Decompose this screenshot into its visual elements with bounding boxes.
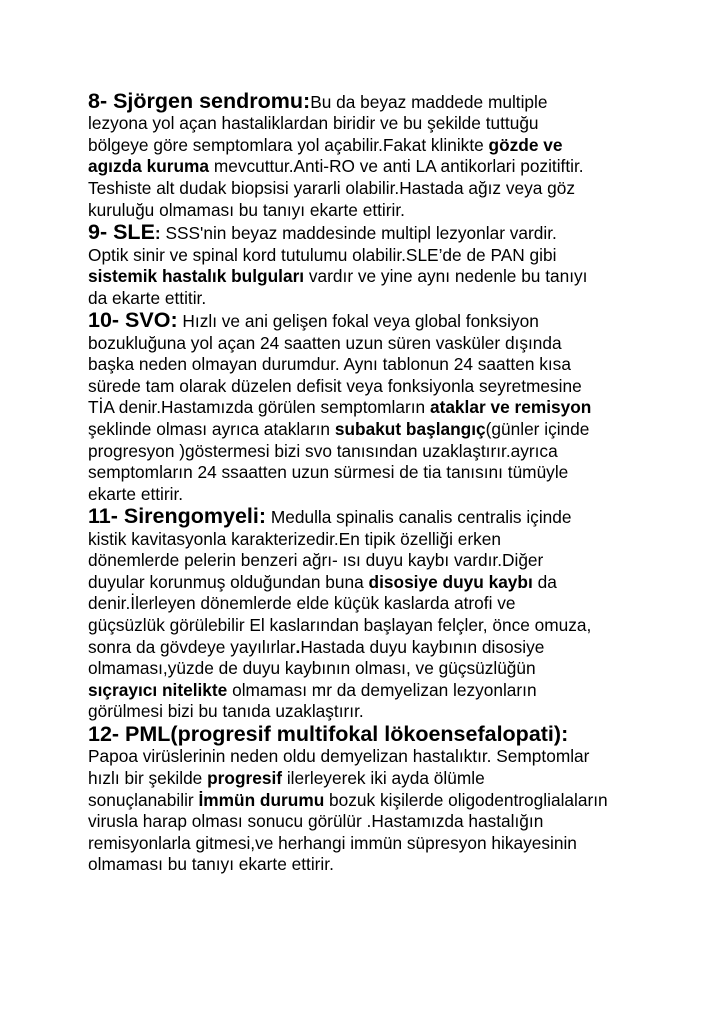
text-run: sonuçlanabilir — [88, 789, 199, 810]
bold-text: ataklar ve remisyon — [429, 397, 592, 418]
bold-text: sıçrayıcı nitelikte — [88, 679, 228, 700]
text-line — [88, 550, 668, 572]
text-line — [88, 615, 668, 637]
text-run: mevcuttur.Anti-RO ve anti LA antikorlari pozitiftir. — [209, 156, 584, 177]
text-run: lezyona yol açan hastaliklardan biridir ve bu şekilde tuttuğu — [88, 113, 539, 134]
bold-text: agızda kuruma — [88, 156, 210, 177]
text-line — [88, 354, 668, 376]
text-line — [88, 746, 668, 768]
document-page — [88, 90, 668, 876]
text-run: şeklinde olması ayrıca atakların — [88, 419, 335, 440]
text-run: görülmesi bizi bu tanıda uzaklaştırır. — [88, 701, 364, 722]
text-run: kuruluğu olmaması bu tanıyı ekarte ettirir. — [88, 199, 405, 220]
bold-text: . — [295, 636, 301, 657]
text-run: olmaması bu tanıyı ekarte ettirir. — [88, 854, 334, 875]
text-line — [88, 245, 668, 267]
text-run: da — [532, 571, 557, 592]
text-run: hızlı bir şekilde — [88, 767, 208, 788]
text-line — [88, 572, 668, 594]
text-run: Optik sinir ve spinal kord tutulumu olabilir.SLE’de de PAN gibi — [88, 244, 557, 265]
text-line — [88, 178, 668, 200]
text-line — [88, 790, 668, 812]
text-run: Hastada duyu kaybının disosiye — [300, 636, 545, 657]
text-line — [88, 701, 668, 723]
section-8 — [88, 90, 668, 221]
text-run: olmaması mr da demyelizan lezyonların — [227, 679, 537, 700]
bold-text: gözde ve — [488, 134, 563, 155]
text-line — [88, 333, 668, 355]
section-10 — [88, 309, 668, 505]
section-title: 8- Sjörgen sendromu: — [88, 89, 311, 113]
text-run: duyular korunmuş olduğundan buna — [88, 571, 369, 592]
text-run: Medulla spinalis canalis centralis içinde — [266, 507, 572, 528]
text-line — [88, 768, 668, 790]
text-run: progresyon )göstermesi bizi svo tanısından uzaklaştırır.ayrıca — [88, 440, 558, 461]
text-line — [88, 529, 668, 551]
text-run: bozuk kişilerde oligodentroglialaların — [324, 789, 608, 810]
section-title: 11- Sirengomyeli: — [88, 504, 267, 529]
bold-text: disosiye duyu kaybı — [368, 571, 533, 592]
text-run: güçsüzlük görülebilir El kaslarından başlayan felçler, önce omuza, — [88, 615, 592, 636]
text-line — [88, 462, 668, 484]
bold-text: İmmün durumu — [198, 789, 325, 810]
text-run: Teshiste alt dudak biopsisi yararli olabilir.Hastada ağız veya göz — [88, 178, 576, 199]
text-run: TİA denir.Hastamızda görülen semptomların — [88, 397, 430, 418]
text-line — [88, 833, 668, 855]
text-run: sürede tam olarak düzelen defisit veya fonksiyonla seyretmesine — [88, 375, 582, 396]
text-line — [88, 593, 668, 615]
text-line — [88, 135, 668, 157]
bold-text: sistemik hastalık bulguları — [88, 266, 305, 287]
text-line — [88, 484, 668, 506]
text-line — [88, 266, 668, 288]
text-run: vardır ve yine aynı nedenle bu tanıyı — [304, 266, 588, 287]
text-run: dönemlerde pelerin benzeri ağrı- ısı duyu kaybı vardır.Diğer — [88, 550, 544, 571]
section-title: 12- PML(progresif multifokal lökoensefalopati): — [88, 722, 569, 747]
text-line — [88, 200, 668, 222]
text-run: olmaması,yüzde de duyu kaybının olması, ve güçsüzlüğün — [88, 658, 536, 679]
text-run: başka neden olmayan durumdur. Aynı tablonun 24 saatten kısa — [88, 354, 571, 375]
section-9 — [88, 221, 668, 309]
text-run: sonra da gövdeye yayılırlar — [88, 636, 296, 657]
section-11 — [88, 505, 668, 723]
bold-text: progresif — [207, 767, 283, 788]
text-line — [88, 376, 668, 398]
text-run: (günler içinde — [485, 419, 590, 440]
section-heading-line — [88, 221, 668, 244]
section-heading-line — [88, 723, 668, 746]
text-line — [88, 680, 668, 702]
text-run: Bu da beyaz maddede multiple — [310, 92, 548, 112]
section-heading-line — [88, 505, 668, 528]
text-run: Papoa virüslerinin neden oldu demyelizan hastalıktır. Semptomlar — [88, 746, 590, 767]
text-run: ilerleyerek iki ayda ölümle — [282, 767, 485, 788]
section-heading-line — [88, 90, 668, 113]
text-line — [88, 288, 668, 310]
section-12 — [88, 723, 668, 876]
text-line — [88, 441, 668, 463]
text-line — [88, 397, 668, 419]
text-run: denir.İlerleyen dönemlerde elde küçük kaslarda atrofi ve — [88, 593, 516, 614]
text-line — [88, 637, 668, 659]
text-run: remisyonlarla gitmesi,ve herhangi immün süpresyon hikayesinin — [88, 832, 577, 853]
text-line — [88, 854, 668, 876]
text-run: ekarte ettirir. — [88, 483, 184, 504]
text-run: bozukluğuna yol açan 24 saatten uzun süren vasküler dışında — [88, 332, 562, 353]
text-line — [88, 658, 668, 680]
text-run: Hızlı ve ani gelişen fokal veya global fonksiyon — [177, 311, 539, 332]
section-title: 10- SVO: — [88, 308, 178, 333]
section-heading-line — [88, 309, 668, 332]
text-line — [88, 156, 668, 178]
text-run: da ekarte ettitir. — [88, 287, 207, 308]
text-line — [88, 811, 668, 833]
text-run: virusla harap olması sonucu görülür .Hastamızda hastalığın — [88, 811, 544, 832]
text-run: semptomların 24 ssaatten uzun sürmesi de tia tanısını tümüyle — [88, 462, 569, 483]
section-title: 9- SLE — [88, 220, 155, 245]
bold-text: : — [154, 223, 166, 244]
text-run: SSS'nin beyaz maddesinde multipl lezyonlar vardir. — [165, 223, 557, 244]
bold-text: subakut başlangıç — [334, 419, 486, 440]
text-run: bölgeye göre semptomlara yol açabilir.Fakat klinikte — [88, 134, 489, 155]
text-line — [88, 113, 668, 135]
text-run: kistik kavitasyonla karakterizedir.En tipik özelliği erken — [88, 528, 502, 549]
text-line — [88, 419, 668, 441]
